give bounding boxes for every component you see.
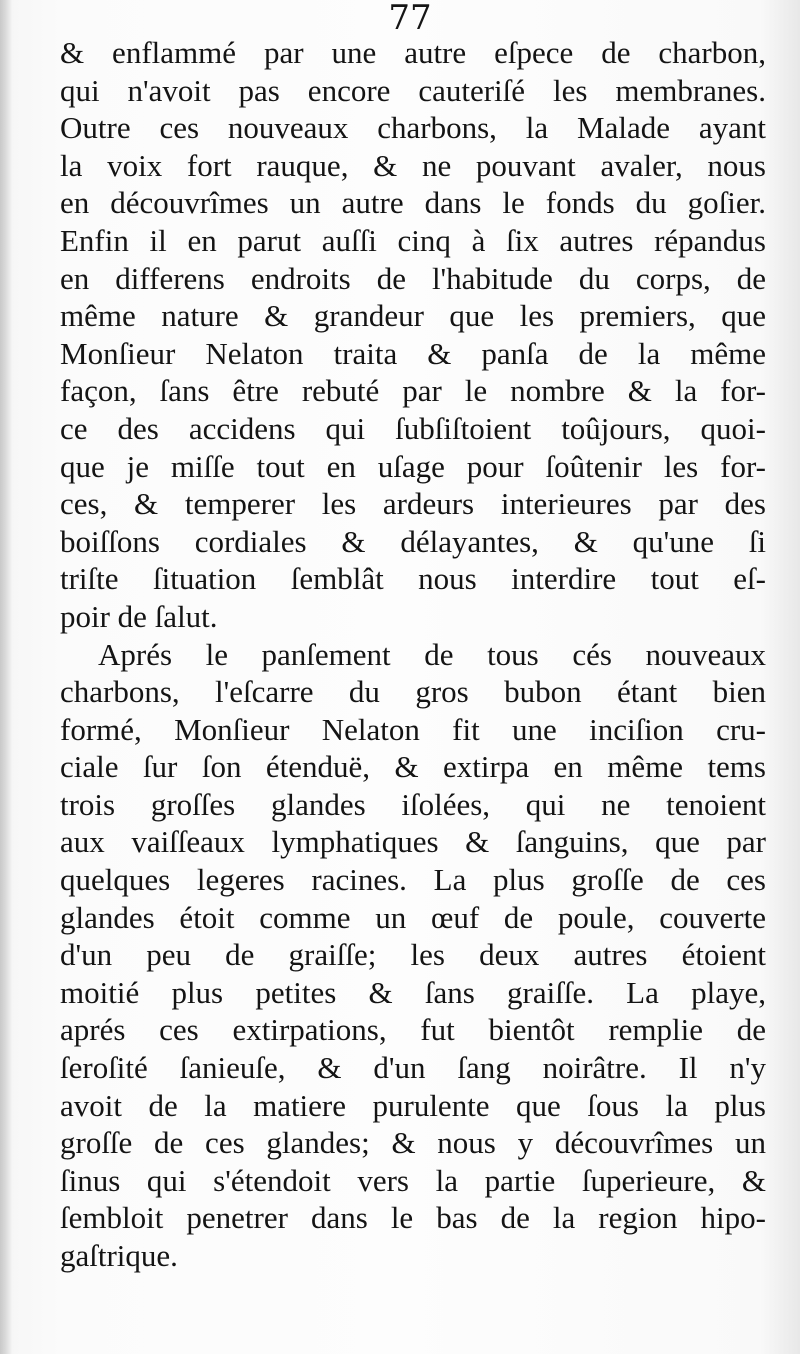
binding-shadow	[0, 0, 12, 1354]
text-line: formé, Monſieur Nelaton fit une inciſion cru-	[60, 711, 766, 747]
text-line: moitié plus petites & ſans graiſſe. La playe,	[60, 974, 766, 1010]
text-line: triſte ſituation ſemblât nous interdire tout eſ-	[60, 561, 766, 597]
text-line: ſembloit penetrer dans le bas de la region hipo-	[60, 1200, 766, 1236]
text-line: ſeroſité ſanieuſe, & d'un ſang noirâtre. Il n'y	[60, 1050, 766, 1086]
text-line: Outre ces nouveaux charbons, la Malade ayant	[60, 110, 766, 146]
text-line: que je miſſe tout en uſage pour ſoûtenir les for-	[60, 448, 766, 484]
text-line: gaſtrique.	[60, 1238, 178, 1273]
text-line: ce des accidens qui ſubſiſtoient toûjours, quoi-	[60, 410, 766, 446]
text-line: charbons, l'eſcarre du gros bubon étant bien	[60, 674, 766, 710]
text-line: en differens endroits de l'habitude du corps, de	[60, 260, 766, 296]
text-line: aux vaiſſeaux lymphatiques & ſanguins, que par	[60, 824, 766, 860]
text-line: ciale ſur ſon étenduë, & extirpa en même tems	[60, 749, 766, 785]
text-line: groſſe de ces glandes; & nous y découvrîmes un	[60, 1125, 766, 1161]
text-line: la voix fort rauque, & ne pouvant avaler, nous	[60, 147, 766, 183]
text-line: en découvrîmes un autre dans le fonds du goſier.	[60, 185, 766, 221]
text-line: ſinus qui s'étendoit vers la partie ſuperieure, &	[60, 1162, 766, 1198]
text-line: boiſſons cordiales & délayantes, & qu'une ſi	[60, 523, 766, 559]
paragraph-1	[60, 34, 766, 636]
text-line: Enfin il en parut auſſi cinq à ſix autres répandus	[60, 222, 766, 258]
text-line: d'un peu de graiſſe; les deux autres étoient	[60, 937, 766, 973]
text-line: qui n'avoit pas encore cauteriſé les membranes.	[60, 72, 766, 108]
page-number: 77	[388, 0, 432, 38]
body-text	[60, 34, 766, 1275]
text-line: Monſieur Nelaton traita & panſa de la même	[60, 335, 766, 371]
text-line: & enflammé par une autre eſpece de charbon,	[60, 35, 766, 70]
text-line: trois groſſes glandes iſolées, qui ne tenoient	[60, 786, 766, 822]
text-line: même nature & grandeur que les premiers, que	[60, 298, 766, 334]
text-line: avoit de la matiere purulente que ſous la plus	[60, 1087, 766, 1123]
text-line: ces, & temperer les ardeurs interieures par des	[60, 486, 766, 522]
text-line: aprés ces extirpations, fut bientôt remplie de	[60, 1012, 766, 1048]
text-line: glandes étoit comme un œuf de poule, couverte	[60, 899, 766, 935]
text-line: quelques legeres racines. La plus groſſe de ces	[60, 862, 766, 898]
paragraph-2	[60, 636, 766, 1275]
text-line: poir de ſalut.	[60, 598, 218, 634]
text-line: façon, ſans être rebuté par le nombre & la for-	[60, 373, 766, 409]
text-line: Aprés le panſement de tous cés nouveaux	[98, 636, 766, 672]
